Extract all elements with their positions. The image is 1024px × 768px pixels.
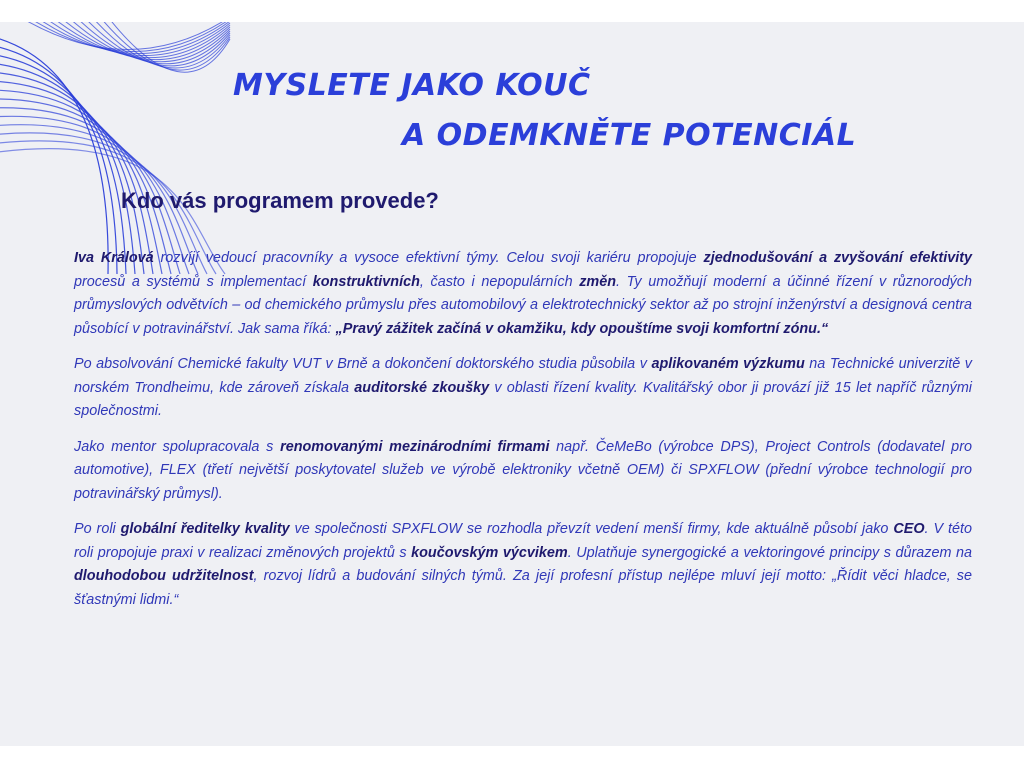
text-run: . V této roli propojuje praxi v realizaci změnových projektů s — [74, 521, 972, 561]
wave-line — [0, 72, 144, 274]
emphasis-text: Iva Králová — [74, 250, 154, 266]
emphasis-text: dlouhodobou udržitelnost — [74, 568, 254, 584]
text-run: v oblasti řízení kvality. Kvalitářský obor ji provází již 15 let napříč různými společnostmi. — [74, 379, 973, 419]
emphasis-text: auditorské zkoušky — [354, 379, 490, 396]
emphasis-text: „Pravý zážitek začíná v okamžiku, kdy opouštíme svoji komfortní zónu.“ — [335, 320, 829, 337]
wave-line — [60, 22, 230, 60]
subtitle: Kdo vás programem provede? — [121, 188, 439, 213]
emphasis-text: změn — [579, 273, 617, 290]
text-run: . Uplatňuje synergogické a vektoringové principy s důrazem na — [567, 544, 973, 561]
text-run: , rozvoj lídrů a budování silných týmů. Za její profesní přístup nejlépe mluví její motto: „Řídit věci hladce, se šťastnými lidmi.“ — [74, 568, 972, 608]
title-line-1: MYSLETE JAKO KOUČ — [233, 68, 591, 103]
bio-text — [74, 247, 972, 624]
emphasis-text: globální ředitelky kvality — [120, 521, 290, 537]
paragraph-2 — [74, 353, 972, 424]
text-run: Po roli — [74, 521, 121, 537]
emphasis-text: zjednodušování a zvyšování efektivity — [703, 250, 972, 266]
paragraph-1 — [74, 247, 972, 341]
wave-line — [0, 54, 126, 274]
emphasis-text: CEO — [893, 521, 925, 537]
text-run: , často i nepopulárních — [419, 273, 580, 290]
text-run: procesů a systémů s implementací — [74, 273, 313, 290]
text-run: Jako mentor spolupracovala s — [74, 438, 281, 455]
emphasis-text: koučovským výcvikem — [411, 544, 568, 561]
wave-line — [20, 22, 230, 50]
wave-line — [0, 45, 117, 274]
text-run: . Ty umožňují moderní a účinné řízení v různorodých průmyslových odvětvích – od chemického průmyslu přes automobilový a elektrotechnický sektor až po strojní inženýrství a designová centra působící v potravinářství. Jak sama říká: — [74, 273, 972, 337]
title-line-2: A ODEMKNĚTE POTENCIÁL — [402, 118, 857, 153]
text-run: rozvíjí vedoucí pracovníky a vysoce efektivní týmy. Celou svoji kariéru propojuje — [153, 250, 704, 266]
paragraph-4 — [74, 518, 972, 612]
emphasis-text: konstruktivních — [312, 273, 420, 290]
wave-line — [0, 63, 135, 274]
slide — [0, 22, 1024, 746]
text-run: na Technické univerzitě v norském Trondheimu, kde zároveň získala — [74, 356, 972, 396]
text-run: Po absolvování Chemické fakulty VUT v Brně a dokončení doktorského studia působila v — [74, 356, 652, 372]
paragraph-3 — [74, 436, 972, 507]
emphasis-text: renomovanými mezinárodními firmami — [280, 438, 550, 455]
text-run: ve společnosti SPXFLOW se rozhodla převzít vedení menší firmy, kde aktuálně působí jako — [289, 521, 894, 537]
text-run: např. ČeMeBo (výrobce DPS), Project Controls (dodavatel pro automotive), FLEX (třetí největší poskytovatel služeb ve výrobě elektroniky včetně OEM) či SPXFLOW (přední výrobce technologií pro potravinářský průmysl). — [74, 438, 972, 502]
emphasis-text: aplikovaném výzkumu — [651, 356, 805, 372]
wave-line — [0, 36, 108, 274]
wave-lines-decoration — [0, 22, 240, 282]
